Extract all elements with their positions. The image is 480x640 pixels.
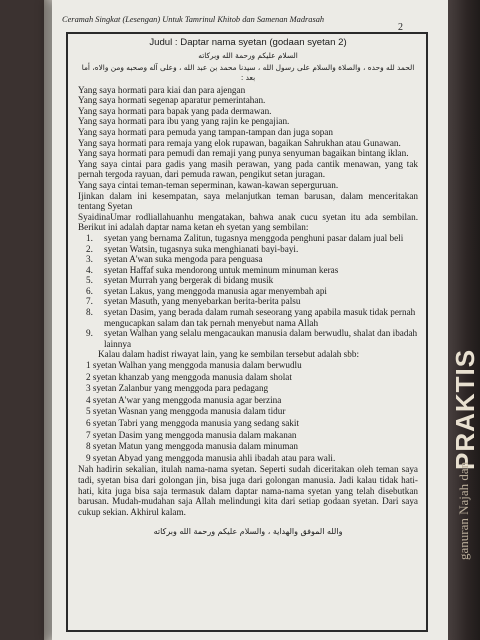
list-item: 4 syetan A'war yang menggoda manusia agar berzina <box>86 394 282 405</box>
list-number: 3. <box>86 254 93 265</box>
list-text: syetan Murrah yang bergerak di bidang musik <box>104 275 274 286</box>
hadith-intro: Kalau dalam hadist riwayat lain, yang ke sembilan tersebut adalah sbb: <box>98 349 359 360</box>
greeting-line: Yang saya cintai para gadis yang masih perawan, yang pada cantik menawan, yang tak pernah tergoda rayuan, dari pemuda rawan, pengikut setan juragan. <box>78 158 418 180</box>
list-text: syetan Watsin, tugasnya suka menghianati bayi-bayi. <box>104 243 299 254</box>
list-item: 5 syetan Wasnan yang menggoda manusia dalam tidur <box>86 406 286 417</box>
syetan-list <box>78 233 418 350</box>
background-book-title: PRAKTIS <box>450 348 480 470</box>
greeting-line: Yang saya hormati para pemuda yang tampan-tampan dan juga sopan <box>78 126 333 137</box>
list-item: 2 syetan khanzab yang menggoda manusia dalam sholat <box>86 371 292 382</box>
content-frame <box>66 32 428 632</box>
intro-paragraph: SyaidinaUmar rodliallahuanhu mengatakan, bahwa anak cucu syetan itu ada sembilan. Berikut ini adalah daptar nama ketan eh syetan yang sembilan: <box>78 211 418 233</box>
greeting-line: Yang saya hormati para bapak yang pada dermawan. <box>78 105 272 116</box>
list-item <box>78 275 418 286</box>
intro-paragraph: Ijinkan dalam ini kesempatan, saya melanjutkan teman barusan, dalam menceritakan tentang Syetan <box>78 190 418 212</box>
list-item: 8 syetan Matun yang menggoda manusia dalam minuman <box>86 441 299 452</box>
list-text: syetan A'wan suka mengoda para penguasa <box>104 254 263 265</box>
running-header: Ceramah Singkat (Lesengan) Untuk Tamrinul Khitob dan Samenan Madrasah <box>62 15 325 24</box>
list-text: syetan yang bernama Zalitun, tugasnya menggoda penghuni pasar dalam jual beli <box>104 232 404 243</box>
list-item <box>78 328 418 349</box>
list-number: 2. <box>86 243 93 254</box>
list-text: syetan Lakus, yang menggoda manusia agar menyembah api <box>104 285 327 296</box>
greeting-line: Yang saya hormati para remaja yang elok rupawan, bagaikan Sahrukhan atau Gunawan. <box>78 137 401 148</box>
greeting-line: Yang saya hormati para pemudi dan remaji yang punya senyuman bagaikan bintang iklan. <box>78 148 409 159</box>
list-item <box>78 254 418 265</box>
greetings-block <box>78 85 418 191</box>
list-number: 8. <box>86 307 93 318</box>
list-item <box>78 286 418 297</box>
closing-paragraph: Nah hadirin sekalian, itulah nama-nama syetan. Seperti sudah diceritakan oleh teman saya tadi, syetan bisa dari golongan jin, bisa juga dari golongan manusia. Jadi kalau tidak hati-hati, kita juga bisa saja termasuk dalam daptar nama-nama syetan yang telah disebutkan barusan. Mudah-mudahan saja Allah melindungi kita dari setiap godaan syetan. Dari saya cukup sekian. Akhirul kalam. <box>78 464 418 517</box>
background-book <box>448 0 480 640</box>
greeting-line: Yang saya hormati para ibu yang yang rajin ke pengajian. <box>78 116 290 127</box>
greeting-line: Yang saya hormati para kiai dan para ajengan <box>78 84 246 95</box>
document-page <box>52 0 448 640</box>
page-title: Judul : Daptar nama syetan (godaan syetan 2) <box>149 37 347 48</box>
background-book-subtitle: ganuran Najah dan <box>456 461 471 560</box>
list-item: 3 syetan Zalanbur yang menggoda para pedagang <box>86 383 269 394</box>
content-body <box>68 34 426 538</box>
list-item <box>78 244 418 255</box>
list-item <box>78 307 418 328</box>
list-number: 9. <box>86 328 93 339</box>
list-number: 6. <box>86 285 93 296</box>
list-item <box>78 265 418 276</box>
syetan-list-alt <box>78 360 418 464</box>
list-text: syetan Walhan yang selalu mengacaukan manusia dalam berwudlu, shalat dan ibadah lainnya <box>104 328 418 349</box>
list-item <box>78 233 418 244</box>
list-item: 9 syetan Abyad yang menggoda manusia ahli ibadah atau para wali. <box>86 452 336 463</box>
greeting-line: Yang saya cintai teman-teman seperminan, kawan-kawan seperguruan. <box>78 179 339 190</box>
list-text: syetan Dasim, yang berada dalam rumah seseorang yang apabila masuk tidak pernah mengucapkan salam dan tak pernah menyebut nama Allah <box>104 307 416 328</box>
list-text: syetan Haffaf suka mendorong untuk meminum minuman keras <box>104 264 339 275</box>
page-number: 2 <box>398 22 403 33</box>
list-number: 4. <box>86 264 93 275</box>
list-number: 5. <box>86 275 93 286</box>
hamdalah-arabic: الحمد لله وحده ، والصلاة والسلام على رسول الله ، سيدنا محمد بن عبد الله ، وعلى آله وصحبه ومن والاه، أما بعد : <box>81 62 415 82</box>
list-number: 1. <box>86 232 93 243</box>
list-item <box>78 296 418 307</box>
greeting-line: Yang saya hormati segenap aparatur pemerintahan. <box>78 95 266 106</box>
closing-arabic: والله الموفق والهداية ، والسلام عليكم ورحمة الله وبركاته <box>153 527 343 537</box>
list-number: 7. <box>86 296 93 307</box>
list-item: 7 syetan Dasim yang menggoda manusia dalam makanan <box>86 429 297 440</box>
list-text: syetan Masuth, yang menyebarkan berita-berita palsu <box>104 296 301 307</box>
list-item: 6 syetan Tabri yang menggoda manusia yang sedang sakit <box>86 418 299 428</box>
salam-arabic: السلام عليكم ورحمة الله وبركاته <box>198 50 298 60</box>
list-item: 1 syetan Walhan yang menggoda manusia dalam berwudlu <box>86 360 302 371</box>
